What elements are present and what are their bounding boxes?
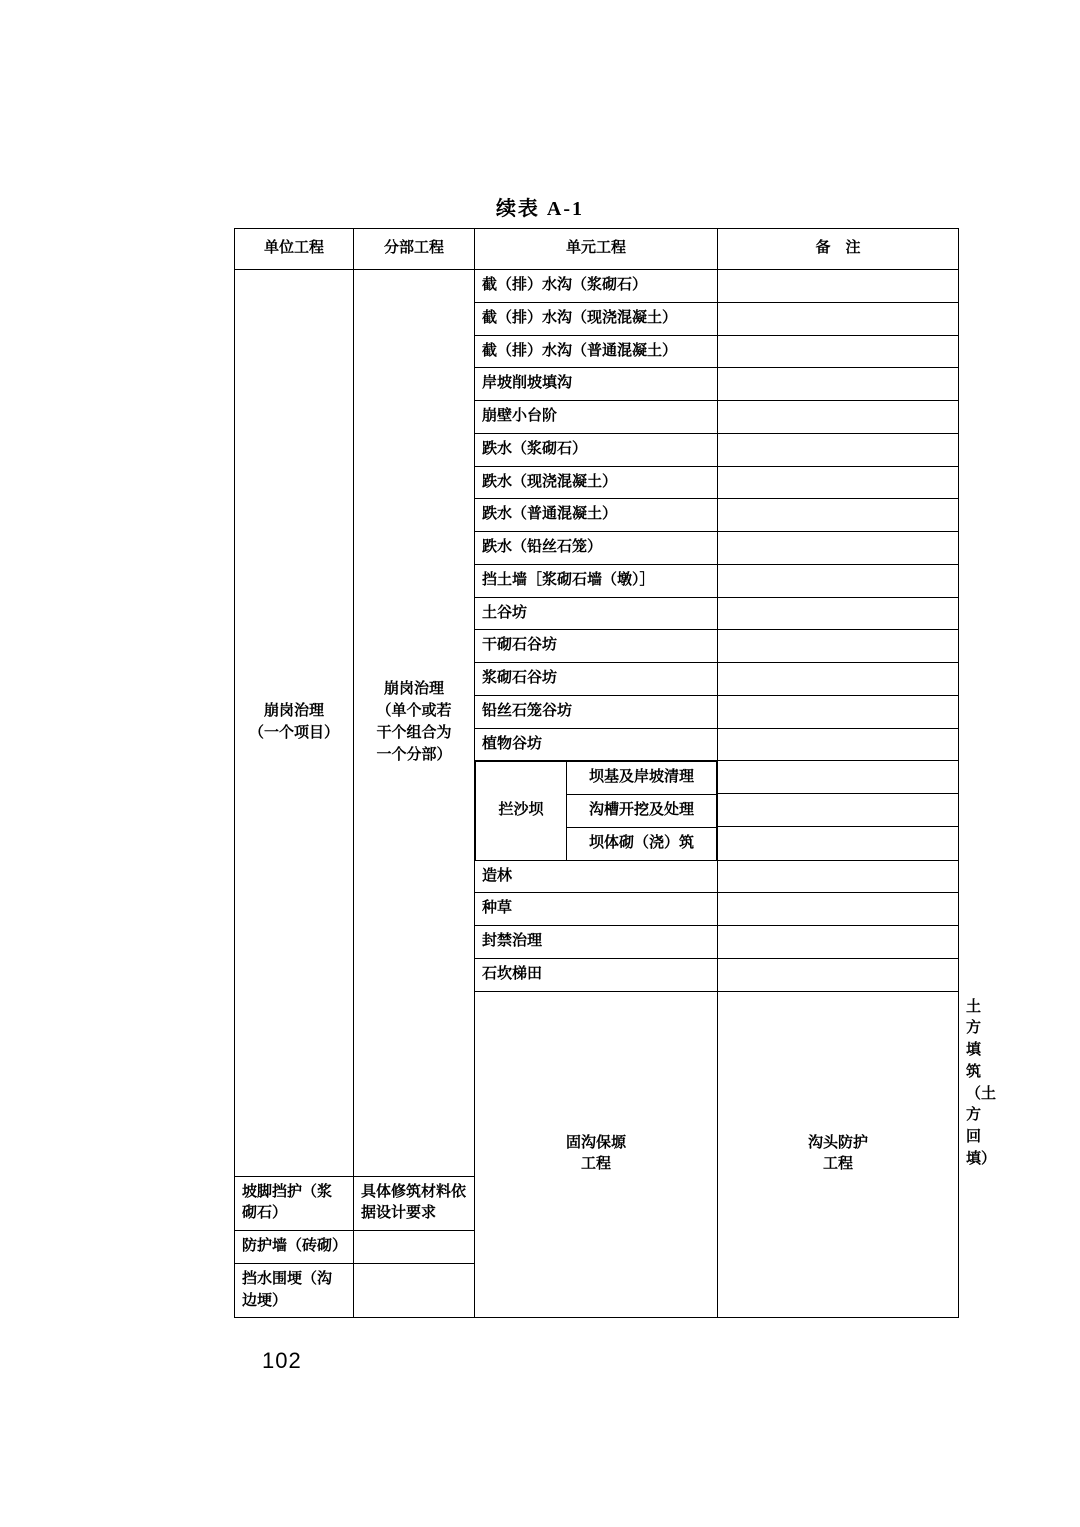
element-cell: 跌水（普通混凝土）	[475, 499, 718, 532]
part-label-line-1: 崩岗治理	[383, 681, 444, 698]
element-cell: 截（排）水沟（现浇混凝土）	[475, 302, 718, 335]
note-cell: 具体修筑材料依据设计要求	[354, 1176, 475, 1231]
element-cell: 岸坡削坡填沟	[475, 368, 718, 401]
note-cell	[718, 368, 959, 401]
note-cell	[718, 335, 959, 368]
note-cell	[718, 958, 959, 991]
note-cell	[718, 532, 959, 565]
unit-label-line-2: 工程	[580, 1156, 611, 1173]
part-label-line-4: 一个分部）	[376, 746, 452, 763]
element-cell: 挡水围埂（沟边埂）	[235, 1263, 354, 1318]
engineering-classification-table	[234, 228, 997, 1318]
element-cell: 防护墙（砖砌）	[235, 1231, 354, 1264]
unit-cell-bengang	[235, 270, 354, 1177]
part-label-line-3: 干个组合为	[376, 724, 452, 741]
element-cell: 跌水（现浇混凝土）	[475, 466, 718, 499]
column-header-note: 备 注	[718, 229, 959, 270]
nested-row	[476, 762, 717, 795]
note-cell	[718, 860, 959, 893]
part-label-line-1: 沟头防护	[807, 1134, 868, 1151]
part-cell-goutoufanghu	[718, 991, 959, 1318]
note-cell	[718, 302, 959, 335]
note-cell	[718, 597, 959, 630]
element-cell: 封禁治理	[475, 926, 718, 959]
element-cell: 造林	[475, 860, 718, 893]
column-header-element: 单元工程	[475, 229, 718, 270]
element-cell-lanshaba	[475, 761, 718, 860]
note-cell	[718, 794, 959, 827]
element-cell: 截（排）水沟（浆砌石）	[475, 270, 718, 303]
note-cell	[718, 695, 959, 728]
unit-label-line-1: 崩岗治理	[263, 703, 324, 719]
element-cell: 浆砌石谷坊	[475, 663, 718, 696]
note-cell	[718, 728, 959, 761]
element-cell: 坡脚挡护（浆砌石）	[235, 1176, 354, 1231]
note-cell	[718, 401, 959, 434]
note-cell	[718, 466, 959, 499]
column-header-unit: 单位工程	[235, 229, 354, 270]
note-cell	[718, 893, 959, 926]
element-cell: 铅丝石笼谷坊	[475, 695, 718, 728]
column-header-part: 分部工程	[354, 229, 475, 270]
nested-item-label: 坝基及岸坡清理	[567, 762, 717, 795]
note-cell	[718, 630, 959, 663]
note-cell	[354, 1263, 475, 1318]
element-cell: 种草	[475, 893, 718, 926]
table-body	[235, 270, 997, 1318]
unit-label-line-2: （一个项目）	[248, 724, 339, 741]
element-cell: 崩壁小台阶	[475, 401, 718, 434]
table-caption: 续表 A-1	[495, 198, 585, 220]
element-cell: 跌水（浆砌石）	[475, 433, 718, 466]
table-row	[235, 270, 959, 303]
nested-item-label: 沟槽开挖及处理	[567, 795, 717, 828]
note-cell	[718, 499, 959, 532]
note-cell	[718, 433, 959, 466]
element-cell: 跌水（铅丝石笼）	[475, 532, 718, 565]
note-cell	[718, 564, 959, 597]
element-cell: 石坎梯田	[475, 958, 718, 991]
note-cell	[718, 663, 959, 696]
table-row: 固沟保塬 工程 沟头防护 工程 土方填筑（土方回填）	[235, 991, 959, 1176]
note-cell	[718, 270, 959, 303]
element-cell: 挡土墙［浆砌石墙（墩）］	[475, 564, 718, 597]
page-number: 102	[262, 1348, 302, 1373]
element-cell: 植物谷坊	[475, 728, 718, 761]
part-label-line-2: （单个或若	[376, 703, 452, 719]
element-cell: 土谷坊	[475, 597, 718, 630]
element-cell: 截（排）水沟（普通混凝土）	[475, 335, 718, 368]
nested-lanshaba-table	[475, 761, 717, 859]
note-cell	[718, 926, 959, 959]
note-cell	[718, 761, 959, 794]
part-label-line-2: 工程	[822, 1156, 853, 1173]
table-header	[235, 229, 959, 270]
unit-cell-guogoubaoyuan	[475, 991, 718, 1318]
table-header-row	[235, 229, 959, 270]
nested-item-label: 坝体砌（浇）筑	[567, 827, 717, 859]
element-cell: 干砌石谷坊	[475, 630, 718, 663]
unit-label-line-1: 固沟保塬	[565, 1134, 626, 1151]
note-cell	[718, 827, 959, 860]
nested-group-label: 拦沙坝	[476, 762, 567, 860]
note-cell	[354, 1231, 475, 1264]
part-cell-bengang	[354, 270, 475, 1177]
